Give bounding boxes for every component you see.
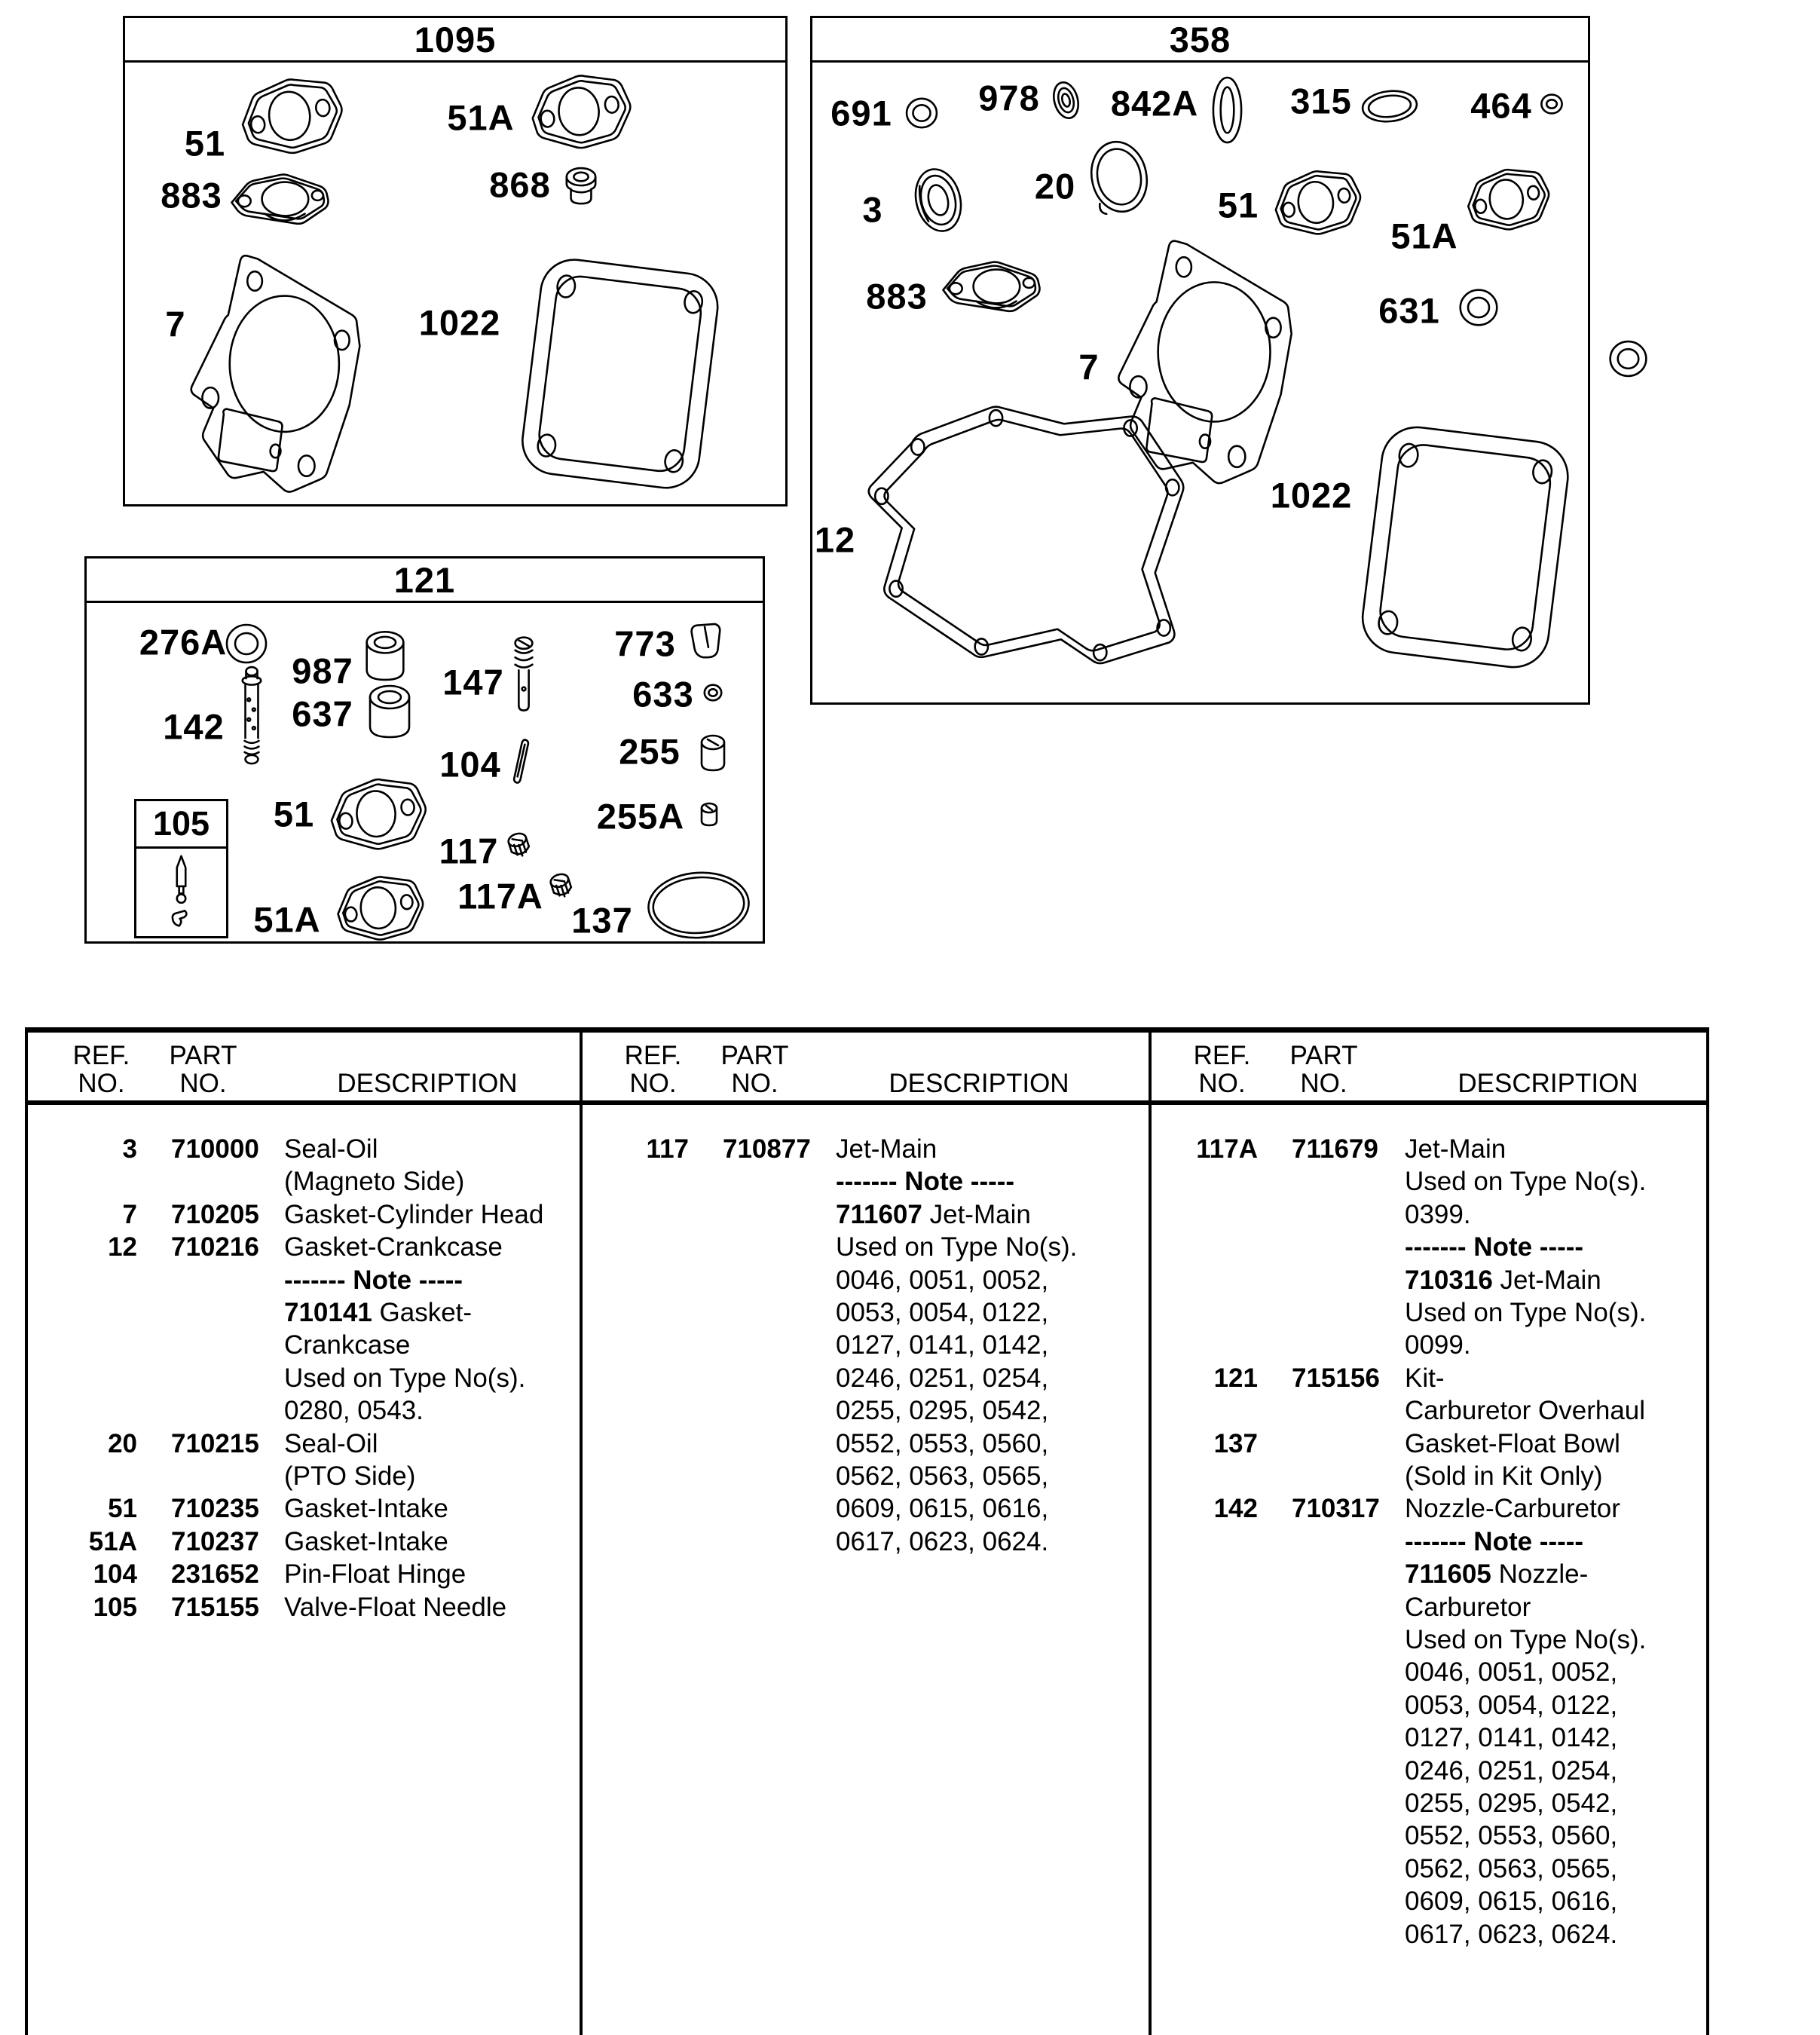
nozzle-icon: [240, 665, 264, 767]
part-ref-label: 987: [292, 650, 353, 691]
table-line: [1149, 1885, 1706, 1918]
description-cell: ------- Note -----: [1405, 1232, 1584, 1262]
description-cell: 0280, 0543.: [284, 1396, 424, 1426]
table-line: [28, 1198, 580, 1232]
table-line: [580, 1198, 1149, 1232]
oval-ring-icon: [1358, 86, 1421, 127]
table-line: [1149, 1721, 1706, 1755]
part-no-cell: 710216: [171, 1232, 259, 1262]
cup-icon: [363, 629, 407, 686]
part-ref-label: 51: [184, 123, 226, 164]
gasket-flange-icon: [319, 770, 431, 855]
ref-no-header-line: REF.: [624, 1041, 682, 1070]
ref-no-header-line: REF.: [72, 1041, 130, 1070]
description-cell: 0617, 0623, 0624.: [836, 1526, 1049, 1556]
description-cell: Jet-Main: [1405, 1134, 1506, 1164]
ref-no-cell: 104: [93, 1559, 137, 1590]
ref-no-cell: 137: [1213, 1428, 1258, 1458]
description-cell: (Sold in Kit Only): [1405, 1461, 1603, 1491]
ref-no-cell: 3: [122, 1134, 137, 1164]
grommet-icon: [563, 166, 599, 210]
part-no-cell: 715155: [171, 1592, 259, 1622]
description-cell: 0099.: [1405, 1330, 1471, 1360]
description-cell: (Magneto Side): [284, 1167, 465, 1197]
diagram-box-title: 121: [87, 558, 763, 603]
header-rule: [28, 1100, 1706, 1105]
description-cell: 710141 Gasket-: [284, 1298, 473, 1327]
description-cell: 0552, 0553, 0560,: [1405, 1821, 1618, 1851]
part-no-cell: 710235: [171, 1494, 259, 1524]
needle-valve-icon: [161, 853, 202, 932]
table-line: [28, 1525, 580, 1559]
part-no-cell: 710237: [171, 1526, 259, 1556]
ring-icon: [223, 621, 270, 666]
part-ref-label: 137: [571, 900, 633, 941]
part-no-header: [1269, 1042, 1378, 1097]
part-ref-label: 7: [1078, 347, 1100, 387]
part-no-header-line: NO.: [1300, 1069, 1347, 1098]
crankcase-gasket-icon: [843, 395, 1204, 680]
description-header: DESCRIPTION: [889, 1069, 1069, 1098]
part-ref-label: 255: [619, 731, 681, 772]
part-ref-label: 883: [866, 276, 928, 317]
ref-no-cell: 12: [108, 1232, 137, 1262]
table-line: [580, 1492, 1149, 1525]
part-ref-label: 3: [862, 189, 883, 230]
part-ref-label: 1022: [418, 302, 501, 343]
table-line: [1149, 1492, 1706, 1525]
table-line: [1149, 1296, 1706, 1330]
description-cell: Used on Type No(s).: [1405, 1298, 1647, 1327]
cup-773-icon: [687, 621, 725, 662]
table-line: [1149, 1362, 1706, 1395]
gasket-flat-icon: [938, 255, 1043, 318]
table-line: [1149, 1133, 1706, 1166]
ref-no-cell: 7: [122, 1199, 137, 1229]
description-cell: 0552, 0553, 0560,: [836, 1428, 1049, 1458]
part-no-header: [148, 1042, 258, 1097]
part-no-cell: 710317: [1292, 1494, 1380, 1524]
table-line: [580, 1525, 1149, 1559]
table-line: [1149, 1460, 1706, 1493]
description-cell: Used on Type No(s).: [284, 1363, 526, 1393]
table-line: [1149, 1787, 1706, 1820]
description-cell: ------- Note -----: [836, 1167, 1015, 1197]
description-cell: 710316 Jet-Main: [1405, 1265, 1601, 1295]
head-gasket-icon: [181, 251, 373, 496]
part-ref-label: 883: [161, 175, 222, 216]
gasket-flange-icon: [1262, 161, 1366, 242]
ref-no-cell: 117A: [1196, 1134, 1258, 1164]
ref-no-header-line: NO.: [78, 1069, 125, 1098]
table-line: [1149, 1428, 1706, 1461]
table-line: [28, 1165, 580, 1198]
table-line: [28, 1460, 580, 1493]
description-cell: Kit-: [1405, 1363, 1445, 1393]
description-cell: ------- Note -----: [284, 1265, 463, 1295]
description-cell: 0246, 0251, 0254,: [836, 1363, 1049, 1393]
part-ref-label: 1022: [1270, 475, 1353, 516]
part-ref-label: 117A: [457, 876, 543, 917]
description-header: DESCRIPTION: [337, 1069, 518, 1098]
part-ref-label: 691: [830, 93, 892, 133]
table-line: [1149, 1853, 1706, 1886]
table-line: [1149, 1231, 1706, 1264]
ring-small-icon: [1539, 90, 1565, 118]
part-ref-label: 147: [442, 662, 504, 702]
ring-icon: [904, 96, 939, 130]
part-no-header-line: NO.: [179, 1069, 227, 1098]
table-line: [580, 1460, 1149, 1493]
part-ref-label: 631: [1378, 290, 1440, 331]
part-ref-label: 20: [1034, 166, 1076, 207]
ring-icon: [1458, 283, 1500, 332]
part-no-cell: 231652: [171, 1559, 259, 1590]
inset-box-title: 105: [136, 801, 226, 849]
part-ref-label: 868: [489, 164, 551, 205]
description-cell: Gasket-Intake: [284, 1526, 448, 1556]
parts-table: [25, 1027, 1709, 2035]
part-no-header-line: PART: [720, 1041, 789, 1070]
ref-no-cell: 121: [1213, 1363, 1258, 1393]
table-line: [1149, 1264, 1706, 1297]
part-no-cell: 710215: [171, 1428, 259, 1458]
description-cell: 0053, 0054, 0122,: [1405, 1690, 1618, 1720]
description-cell: Valve-Float Needle: [284, 1592, 507, 1622]
table-line: [1149, 1165, 1706, 1198]
part-no-cell: 710000: [171, 1134, 259, 1164]
description-header: DESCRIPTION: [1458, 1069, 1638, 1098]
part-ref-label: 978: [978, 78, 1040, 118]
oring-large-icon: [640, 866, 757, 944]
ref-no-header-line: NO.: [1198, 1069, 1246, 1098]
table-line: [1149, 1918, 1706, 1951]
part-no-header-line: PART: [169, 1041, 237, 1070]
description-cell: 0562, 0563, 0565,: [836, 1461, 1049, 1491]
gasket-flange-icon: [228, 67, 349, 161]
table-line: [28, 1591, 580, 1624]
cover-gasket-icon: [1350, 405, 1580, 686]
gasket-flange-icon: [326, 868, 427, 946]
gasket-flange-icon: [518, 66, 635, 155]
table-line: [28, 1133, 580, 1166]
table-line: [28, 1264, 580, 1297]
description-cell: Gasket-Crankcase: [284, 1232, 503, 1262]
table-line: [1149, 1755, 1706, 1788]
gasket-flat-icon: [226, 167, 332, 231]
part-no-cell: 715156: [1292, 1363, 1380, 1393]
part-ref-label: 51: [273, 794, 315, 834]
ref-no-header: [1171, 1042, 1273, 1097]
ref-no-cell: 51A: [88, 1526, 137, 1556]
jet-icon: [506, 831, 537, 861]
diagram-box-title: 358: [812, 18, 1588, 63]
table-line: [28, 1362, 580, 1395]
ref-no-cell: 105: [93, 1592, 137, 1622]
description-cell: 711605 Nozzle-: [1405, 1559, 1589, 1590]
part-ref-label: 104: [439, 744, 501, 785]
table-line: [580, 1231, 1149, 1264]
part-ref-label: 633: [632, 674, 694, 715]
table-line: [580, 1428, 1149, 1461]
cyl-small-icon: [699, 802, 719, 828]
part-no-header: [700, 1042, 809, 1097]
part-ref-label: 637: [292, 693, 353, 734]
description-cell: Carburetor: [1405, 1592, 1531, 1622]
part-ref-label: 7: [165, 304, 186, 344]
description-cell: Used on Type No(s).: [836, 1232, 1078, 1262]
description-cell: ------- Note -----: [1405, 1526, 1584, 1556]
part-ref-label: 51: [1217, 185, 1259, 225]
part-ref-label: 464: [1470, 85, 1532, 126]
table-line: [28, 1329, 580, 1362]
table-line: [1149, 1525, 1706, 1559]
table-line: [1149, 1591, 1706, 1624]
description-cell: Gasket-Intake: [284, 1494, 448, 1524]
table-line: [1149, 1394, 1706, 1428]
table-line: [1149, 1819, 1706, 1853]
description-cell: 0046, 0051, 0052,: [1405, 1657, 1618, 1688]
table-line: [580, 1296, 1149, 1330]
part-ref-label: 51A: [1390, 216, 1458, 256]
table-line: [1149, 1558, 1706, 1591]
description-cell: Gasket-Float Bowl: [1405, 1428, 1620, 1458]
table-line: [580, 1394, 1149, 1428]
ring-small-icon: [702, 682, 723, 703]
description-cell: Gasket-Cylinder Head: [284, 1199, 544, 1229]
description-cell: Nozzle-Carburetor: [1405, 1494, 1620, 1524]
description-cell: 0127, 0141, 0142,: [1405, 1723, 1618, 1753]
diagram-box-title: 1095: [125, 18, 785, 63]
part-ref-label: 12: [814, 519, 856, 560]
description-cell: 0609, 0615, 0616,: [1405, 1887, 1618, 1917]
part-ref-label: 142: [163, 706, 225, 747]
description-cell: 0609, 0615, 0616,: [836, 1494, 1049, 1524]
cyl-icon: [698, 734, 728, 773]
part-no-cell: 710877: [723, 1134, 811, 1164]
table-line: [1149, 1656, 1706, 1689]
table-line: [1149, 1689, 1706, 1722]
seal-small-icon: [1049, 78, 1083, 122]
part-ref-label: 255A: [596, 796, 685, 837]
table-line: [28, 1231, 580, 1264]
cover-gasket-icon: [511, 241, 730, 503]
tall-oval-icon: [1210, 75, 1244, 145]
table-line: [28, 1296, 580, 1330]
description-cell: 0255, 0295, 0542,: [836, 1396, 1049, 1426]
part-ref-label: 51A: [447, 97, 515, 138]
table-line: [28, 1394, 580, 1428]
jet-icon: [549, 871, 579, 901]
table-line: [28, 1558, 580, 1591]
description-cell: Carburetor Overhaul: [1405, 1396, 1646, 1426]
table-line: [580, 1362, 1149, 1395]
ring-icon: [1607, 338, 1649, 380]
gasket-flange-icon: [1456, 160, 1555, 237]
part-ref-label: 117: [439, 831, 499, 871]
description-cell: 0246, 0251, 0254,: [1405, 1755, 1618, 1786]
seal-3-icon: [909, 166, 968, 235]
ref-no-cell: 20: [108, 1428, 137, 1458]
table-line: [580, 1165, 1149, 1198]
ref-no-cell: 51: [108, 1494, 137, 1524]
pin-icon: [511, 737, 533, 787]
description-cell: Crankcase: [284, 1330, 411, 1360]
screw-icon: [509, 635, 538, 715]
cup-icon: [366, 683, 413, 743]
ref-no-header-line: REF.: [1193, 1041, 1251, 1070]
ref-no-cell: 117: [646, 1134, 689, 1164]
part-ref-label: 315: [1290, 81, 1352, 121]
description-cell: Seal-Oil: [284, 1428, 378, 1458]
part-no-cell: 711679: [1292, 1134, 1378, 1164]
part-ref-label: 842A: [1110, 83, 1199, 124]
part-no-cell: 710205: [171, 1199, 259, 1229]
ref-no-cell: 142: [1213, 1494, 1258, 1524]
table-line: [580, 1264, 1149, 1297]
description-cell: 711607 Jet-Main: [836, 1199, 1031, 1229]
description-cell: Pin-Float Hinge: [284, 1559, 466, 1590]
description-cell: Jet-Main: [836, 1134, 938, 1164]
part-ref-label: 276A: [139, 622, 228, 663]
part-no-header-line: NO.: [731, 1069, 778, 1098]
description-cell: 0562, 0563, 0565,: [1405, 1853, 1618, 1884]
ref-no-header-line: NO.: [629, 1069, 677, 1098]
description-cell: Seal-Oil: [284, 1134, 378, 1164]
description-cell: 0255, 0295, 0542,: [1405, 1789, 1618, 1818]
seal-20-icon: [1086, 139, 1152, 215]
table-line: [1149, 1198, 1706, 1232]
table-line: [1149, 1329, 1706, 1362]
part-ref-label: 773: [614, 623, 676, 664]
ref-no-header: [50, 1042, 152, 1097]
description-cell: Used on Type No(s).: [1405, 1625, 1647, 1654]
description-cell: 0399.: [1405, 1199, 1471, 1229]
table-line: [28, 1492, 580, 1525]
description-cell: 0046, 0051, 0052,: [836, 1265, 1049, 1295]
ref-no-header: [602, 1042, 704, 1097]
description-cell: Used on Type No(s).: [1405, 1167, 1647, 1197]
table-line: [580, 1133, 1149, 1166]
part-no-header-line: PART: [1289, 1041, 1358, 1070]
description-cell: 0127, 0141, 0142,: [836, 1330, 1049, 1360]
description-cell: 0053, 0054, 0122,: [836, 1298, 1049, 1327]
table-line: [28, 1428, 580, 1461]
description-cell: 0617, 0623, 0624.: [1405, 1919, 1618, 1949]
table-line: [1149, 1623, 1706, 1657]
part-ref-label: 51A: [253, 899, 321, 940]
description-cell: (PTO Side): [284, 1461, 416, 1491]
table-line: [580, 1329, 1149, 1362]
